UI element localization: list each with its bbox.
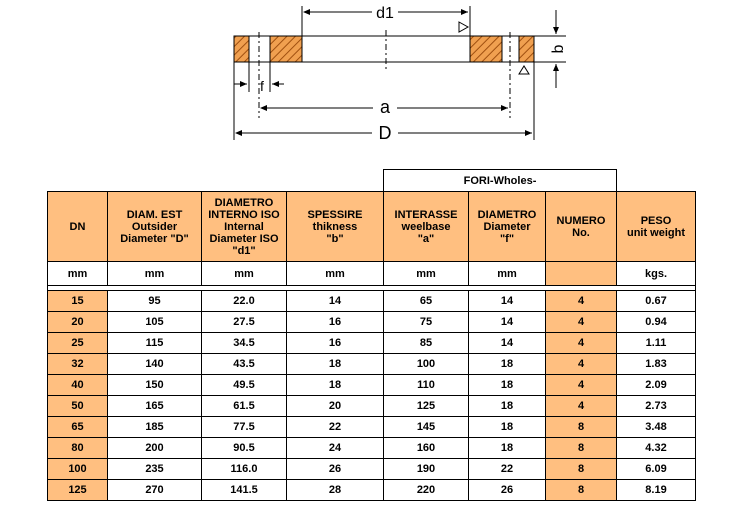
table-cell: 4	[546, 375, 617, 396]
table-cell: 43.5	[202, 354, 287, 375]
table-cell: 100	[48, 459, 108, 480]
table-cell: 18	[287, 354, 384, 375]
label-d1: d1	[376, 5, 394, 22]
table-cell: 28	[287, 480, 384, 501]
column-header-line: No.	[572, 226, 590, 239]
column-header-line: Outsider	[131, 220, 178, 233]
dimension-a	[261, 96, 508, 117]
table-cell: 190	[384, 459, 469, 480]
group-header-row	[48, 170, 696, 192]
table-cell: 65	[48, 417, 108, 438]
column-header-line: DN	[69, 220, 86, 233]
table-cell: 49.5	[202, 375, 287, 396]
table-cell: 220	[384, 480, 469, 501]
table-cell: 116.0	[202, 459, 287, 480]
column-header-line: NUMERO	[556, 214, 606, 227]
table-row	[48, 312, 696, 333]
table-cell: 40	[48, 375, 108, 396]
label-a: a	[379, 97, 391, 117]
column-header-6	[546, 192, 617, 262]
table-cell: 2.09	[617, 375, 696, 396]
column-header-line: weelbase	[401, 220, 451, 233]
table-cell: 16	[287, 333, 384, 354]
table-cell: 22	[469, 459, 546, 480]
column-header-line: "d1"	[232, 244, 256, 257]
column-header-line: "f"	[499, 232, 515, 245]
table-cell: 65	[384, 291, 469, 312]
table-cell: 8	[546, 480, 617, 501]
table-cell: 14	[469, 333, 546, 354]
unit-cell-1: mm	[108, 262, 202, 286]
table-cell: 25	[48, 333, 108, 354]
table-cell: 18	[469, 417, 546, 438]
table-cell: 1.11	[617, 333, 696, 354]
table-cell: 22	[287, 417, 384, 438]
table-cell: 50	[48, 396, 108, 417]
table-cell: 4	[546, 291, 617, 312]
table-row	[48, 375, 696, 396]
table-cell: 3.48	[617, 417, 696, 438]
table-cell: 24	[287, 438, 384, 459]
flange-diagram	[0, 0, 747, 165]
table-cell: 18	[287, 375, 384, 396]
label-D: D	[378, 123, 392, 143]
column-header-line: unit weight	[626, 226, 686, 239]
table-cell: 140	[108, 354, 202, 375]
table-cell: 8	[546, 417, 617, 438]
table-cell: 27.5	[202, 312, 287, 333]
table-cell: 61.5	[202, 396, 287, 417]
table-cell: 200	[108, 438, 202, 459]
table-cell: 115	[108, 333, 202, 354]
group-header-fori: FORI-Wholes-	[384, 170, 617, 192]
table-cell: 26	[469, 480, 546, 501]
unit-cell-4: mm	[384, 262, 469, 286]
table-cell: 34.5	[202, 333, 287, 354]
table-cell: 4	[546, 333, 617, 354]
column-header-0	[48, 192, 108, 262]
table-row	[48, 417, 696, 438]
table-cell: 0.94	[617, 312, 696, 333]
table-cell: 8	[546, 459, 617, 480]
table-cell: 18	[469, 375, 546, 396]
table-cell: 125	[384, 396, 469, 417]
column-header-line: PESO	[640, 214, 672, 227]
table-cell: 14	[469, 291, 546, 312]
table-cell: 4.32	[617, 438, 696, 459]
column-header-4	[384, 192, 469, 262]
column-header-line: DIAM. EST	[126, 208, 183, 221]
label-f: f	[260, 78, 264, 94]
column-header-line: thikness	[312, 220, 358, 233]
column-header-line: Diameter	[483, 220, 531, 233]
flange-spec-table	[47, 169, 696, 501]
table-cell: 165	[108, 396, 202, 417]
table-cell: 80	[48, 438, 108, 459]
unit-cell-2: mm	[202, 262, 287, 286]
table-cell: 2.73	[617, 396, 696, 417]
table-cell: 18	[469, 396, 546, 417]
table-cell: 22.0	[202, 291, 287, 312]
table-cell: 270	[108, 480, 202, 501]
column-header-5	[469, 192, 546, 262]
table-cell: 85	[384, 333, 469, 354]
table-cell: 100	[384, 354, 469, 375]
column-header-line: "b"	[326, 232, 344, 245]
table-cell: 8.19	[617, 480, 696, 501]
table-cell: 1.83	[617, 354, 696, 375]
table-cell: 125	[48, 480, 108, 501]
column-header-line: Diameter "D"	[120, 232, 189, 245]
table-cell: 18	[469, 354, 546, 375]
units-row	[48, 262, 696, 286]
column-header-line: Internal	[224, 220, 264, 233]
label-b: b	[550, 44, 567, 54]
table-row	[48, 396, 696, 417]
table-row	[48, 354, 696, 375]
table-cell: 14	[287, 291, 384, 312]
table-row	[48, 459, 696, 480]
table-cell: 20	[287, 396, 384, 417]
table-cell: 16	[287, 312, 384, 333]
table-cell: 18	[469, 438, 546, 459]
table-cell: 95	[108, 291, 202, 312]
table-cell: 235	[108, 459, 202, 480]
table-cell: 4	[546, 354, 617, 375]
table-cell: 4	[546, 396, 617, 417]
table-cell: 77.5	[202, 417, 287, 438]
column-header-line: SPESSIRE	[307, 208, 363, 221]
table-row	[48, 480, 696, 501]
column-header-line: "a"	[417, 232, 435, 245]
column-header-line: INTERNO ISO	[208, 208, 280, 221]
column-header-line: DIAMETRO	[477, 208, 537, 221]
table-cell: 105	[108, 312, 202, 333]
table-cell: 15	[48, 291, 108, 312]
table-cell: 0.67	[617, 291, 696, 312]
table-cell: 32	[48, 354, 108, 375]
column-header-line: DIAMETRO	[214, 196, 274, 209]
table-cell: 14	[469, 312, 546, 333]
unit-cell-5: mm	[469, 262, 546, 286]
table-cell: 75	[384, 312, 469, 333]
table-row	[48, 333, 696, 354]
unit-cell-0: mm	[48, 262, 108, 286]
column-header-2	[202, 192, 287, 262]
column-header-3	[287, 192, 384, 262]
table-cell: 20	[48, 312, 108, 333]
table-cell: 4	[546, 312, 617, 333]
table-cell: 185	[108, 417, 202, 438]
column-header-7	[617, 192, 696, 262]
table-cell: 6.09	[617, 459, 696, 480]
table-cell: 145	[384, 417, 469, 438]
table-cell: 8	[546, 438, 617, 459]
column-header-line: INTERASSE	[394, 208, 458, 221]
column-header-row	[48, 192, 696, 262]
table-row	[48, 438, 696, 459]
table-cell: 110	[384, 375, 469, 396]
table-cell: 26	[287, 459, 384, 480]
table-row	[48, 291, 696, 312]
column-header-1	[108, 192, 202, 262]
unit-cell-6	[546, 262, 617, 286]
table-cell: 160	[384, 438, 469, 459]
table-cell: 141.5	[202, 480, 287, 501]
column-header-line: Diameter ISO	[209, 232, 279, 245]
table-cell: 90.5	[202, 438, 287, 459]
unit-cell-7: kgs.	[617, 262, 696, 286]
table-cell: 150	[108, 375, 202, 396]
unit-cell-3: mm	[287, 262, 384, 286]
